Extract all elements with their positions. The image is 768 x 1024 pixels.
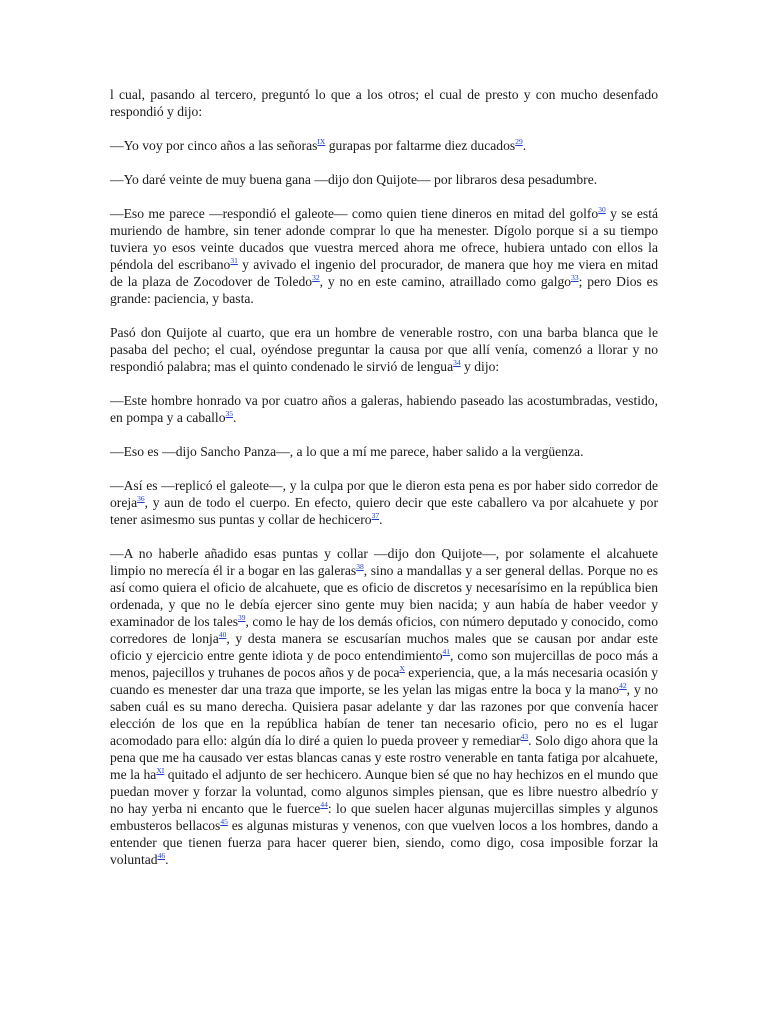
footnote-link[interactable]: 35	[225, 409, 234, 418]
paragraph-text: , y no saben cuál es su mano derecha. Quisiera pasar adelante y dar las razones por que convenía hacer elección de los que en la república habían de tener tan necesario oficio, pero no es el lugar acomodado para ello: algún día lo diré a quien lo pueda proveer y remediar	[110, 682, 658, 748]
paragraph	[110, 324, 658, 375]
footnote-ref	[230, 256, 238, 265]
footnote-ref	[571, 273, 579, 282]
paragraph-text: —Eso me parece —respondió el galeote— como quien tiene dineros en mitad del golfo	[110, 206, 599, 221]
paragraph	[110, 443, 658, 460]
paragraph-text: .	[233, 410, 237, 425]
paragraph-text: : lo que suelen hacer algunas mujercillas simples y algunos embusteros bellacos	[110, 801, 658, 833]
document-body	[110, 86, 658, 885]
paragraph	[110, 545, 658, 868]
paragraph	[110, 477, 658, 528]
paragraph-text: .	[522, 138, 527, 153]
footnote-link[interactable]: 29	[515, 137, 523, 146]
footnote-link[interactable]: 32	[312, 273, 320, 282]
footnote-ref	[158, 851, 166, 860]
paragraph	[110, 86, 658, 120]
paragraph-text: , sino a mandallas y a ser general dellas. Porque no es así como quiera el oficio de alcahuete, que es oficio de discretos y necesarísimo en la república bien ordenada, y que no le debía ejercer sino gente muy bien nacida; y aun había de haber veedor y examinador de los tales	[110, 563, 658, 629]
footnote-ref	[515, 137, 523, 146]
footnote-ref	[598, 205, 606, 214]
footnote-link[interactable]: 43	[520, 732, 529, 741]
paragraph	[110, 171, 658, 188]
footnote-link[interactable]: 31	[230, 256, 238, 265]
paragraph-text: —A no haberle añadido esas puntas y collar —dijo don Quijote—, por solamente el alcahuete limpio no merecía él ir a bogar en las galeras	[110, 546, 658, 578]
paragraph	[110, 205, 658, 307]
paragraph-text: —Eso es —dijo Sancho Panza—, a lo que a mí me parece, haber salido a la vergüenza.	[110, 444, 584, 459]
footnote-link[interactable]: 38	[356, 562, 364, 571]
paragraph-text: y dijo:	[460, 359, 500, 374]
paragraph-text: , y no en este camino, atraillado como galgo	[319, 274, 572, 289]
paragraph	[110, 137, 658, 154]
footnote-link[interactable]: 40	[218, 630, 227, 639]
footnote-link[interactable]: 39	[238, 613, 246, 622]
paragraph-text: , como le hay de los demás oficios, con número deputado y conocido, como corredores de lonja	[110, 614, 658, 646]
paragraph-text: , y desta manera se escusarían muchos males que se causan por andar este oficio y ejercicio entre gente idiota y de poco entendimiento	[110, 631, 659, 663]
paragraph-text: gurapas por faltarme diez ducados	[325, 138, 516, 153]
footnote-ref	[619, 681, 627, 690]
paragraph-text: .	[165, 852, 169, 867]
paragraph	[110, 392, 658, 426]
footnote-link[interactable]: 36	[137, 494, 145, 503]
footnote-ref	[453, 358, 461, 367]
footnote-link[interactable]: 46	[157, 851, 166, 860]
footnote-link[interactable]: 33	[571, 273, 579, 282]
footnote-ref	[137, 494, 145, 503]
paragraph-text: . Solo digo ahora que la pena que me ha causado ver estas blancas canas y este rostro venerable en tanta fatiga por alcahuete, me la ha	[110, 733, 658, 782]
paragraph-text: quitado el adjunto de ser hechicero. Aunque bien sé que no hay hechizos en el mundo que puedan mover y forzar la voluntad, como algunos simples piensan, que es libre nuestro albedrío y no hay yerba ni encanto que le fuerce	[110, 767, 658, 816]
footnote-ref	[356, 562, 364, 571]
paragraph-text: , como son mujercillas de poco más a menos, pajecillos y truhanes de pocos años y de poca	[110, 648, 659, 680]
footnote-ref	[320, 800, 328, 809]
paragraph-text: y se está muriendo de hambre, sin tener adonde comprar lo que ha menester. Dígolo porque si a su tiempo tuviera yo esos veinte ducados que vuestra merced ahora me ofrece, hubiera untado con ellos la péndola del escribano	[110, 206, 659, 272]
footnote-ref	[312, 273, 320, 282]
footnote-link[interactable]: 34	[453, 358, 461, 367]
paragraph-text: , y aun de todo el cuerpo. En efecto, quiero decir que este caballero va por alcahuete y por tener asimesmo sus puntas y collar de hechicero	[110, 495, 658, 527]
footnote-link[interactable]: X	[399, 664, 405, 673]
footnote-link[interactable]: 45	[220, 817, 228, 826]
paragraph-text: es algunas misturas y venenos, con que vuelven locos a los hombres, dando a entender que tienen fuerza para hacer querer bien, siendo, como digo, cosa imposible forzar la voluntad	[110, 818, 658, 867]
paragraph-text: —Yo voy por cinco años a las señoras	[110, 138, 318, 153]
paragraph-text: ; pero Dios es grande: paciencia, y basta.	[110, 274, 658, 306]
paragraph-text: experiencia, que, a la más necesaria ocasión y cuando es menester dar una traza que importe, se les yelan las migas entre la boca y la mano	[110, 665, 658, 697]
footnote-link[interactable]: 30	[598, 205, 606, 214]
footnote-ref	[443, 647, 451, 656]
footnote-link[interactable]: 42	[619, 681, 627, 690]
footnote-link[interactable]: 37	[371, 511, 380, 520]
paragraph-text: l cual, pasando al tercero, preguntó lo que a los otros; el cual de presto y con mucho desenfado respondió y dijo:	[110, 87, 658, 119]
paragraph-text: —Yo daré veinte de muy buena gana —dijo don Quijote— por libraros desa pesadumbre.	[110, 172, 598, 187]
paragraph-text: y avivado el ingenio del procurador, de manera que hoy me viera en mitad de la plaza de Zocodover de Toledo	[110, 257, 658, 289]
paragraph-text: Pasó don Quijote al cuarto, que era un hombre de venerable rostro, con una barba blanca que le pasaba del pecho; el cual, oyéndose preguntar la causa por que allí venía, comenzó a llorar y no respondió palabra; mas el quinto condenado le sirvió de lengua	[110, 325, 658, 374]
footnote-ref	[372, 511, 380, 520]
footnote-ref	[220, 817, 228, 826]
paragraph-text: .	[379, 512, 383, 527]
footnote-link[interactable]: IX	[317, 137, 326, 146]
footnote-ref	[238, 613, 246, 622]
paragraph-text: —Así es —replicó el galeote—, y la culpa por que le dieron esta pena es por haber sido corredor de oreja	[110, 478, 658, 510]
paragraph-text: —Este hombre honrado va por cuatro años a galeras, habiendo paseado las acostumbradas, vestido, en pompa y a caballo	[110, 393, 658, 425]
footnote-link[interactable]: 44	[320, 800, 328, 809]
footnote-link[interactable]: 41	[442, 647, 451, 656]
footnote-link[interactable]: XI	[156, 766, 165, 775]
footnote-ref	[226, 409, 234, 418]
